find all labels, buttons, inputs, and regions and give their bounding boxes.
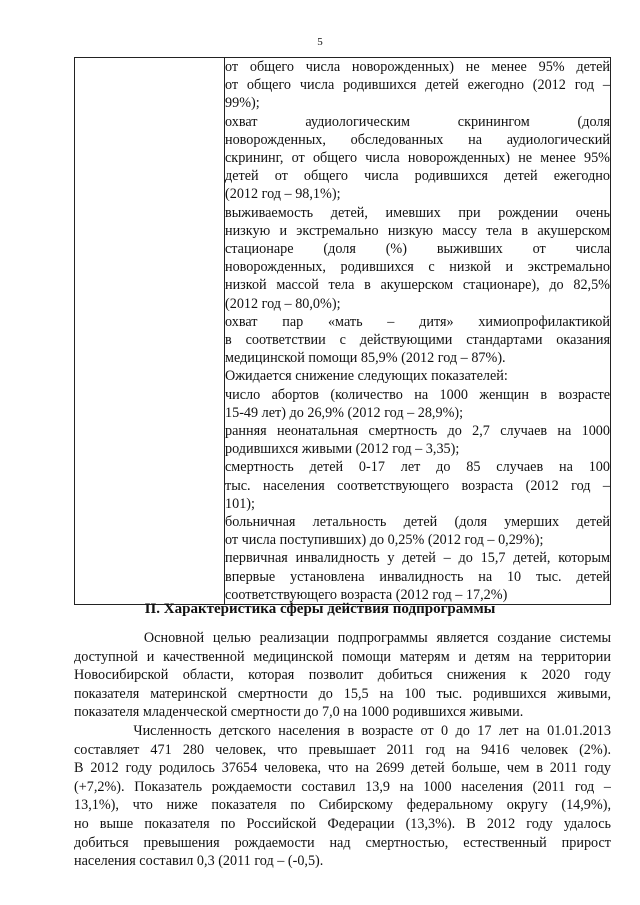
table-text-line: Ожидается снижение следующих показателей: <box>225 368 508 385</box>
table-text-line: (2012 год – 98,1%); <box>225 186 341 203</box>
table-text-line: низкую и экстремально низкую массу тела в акушерском <box>225 222 610 239</box>
body-text-line: 13,1%), что ниже показателя по Сибирскому федеральному округу (14,9%), <box>74 797 611 814</box>
table-row <box>75 58 611 605</box>
table-text-line: больничная летальность детей (доля умерших детей <box>225 514 610 531</box>
body-text-line: добиться превышения рождаемости над смертностью, естественный прирост <box>74 834 611 851</box>
table-text-line: 99%); <box>225 95 260 112</box>
table-text-line: от общего числа родившихся детей ежегодно (2012 год – <box>225 77 610 94</box>
table-cell-indicators <box>225 58 611 605</box>
table-text-line: число абортов (количество на 1000 женщин в возрасте <box>225 386 610 403</box>
table-text-line: от числа поступивших) до 0,25% (2012 год – 0,29%); <box>225 532 544 549</box>
section-heading: II. Характеристика сферы действия подпрограммы <box>144 601 496 617</box>
table-text-line: в соответствии с действующими стандартами оказания <box>225 332 610 349</box>
table-text-line: охват пар «мать – дитя» химиопрофилактикой <box>225 313 610 330</box>
table-text-line: детей от общего числа родившихся детей ежегодно <box>225 168 610 185</box>
body-text-line: (+7,2%). Показатель рождаемости составил 13,9 на 1000 населения (2011 год – <box>74 778 611 795</box>
table-text-line: впервые установлена инвалидность на 10 тыс. детей <box>225 568 610 585</box>
table-text-line: 101); <box>225 495 255 512</box>
table-text-line: медицинской помощи 85,9% (2012 год – 87%). <box>225 350 506 367</box>
body-text-line: В 2012 году родилось 37654 человека, что на 2699 детей больше, чем в 2011 году <box>74 760 611 777</box>
body-text-line: показателя материнской смертности до 15,5 на 100 тыс. родившихся живыми, <box>74 685 611 702</box>
table-text-line: первичная инвалидность у детей – до 15,7 детей, которым <box>225 550 610 567</box>
table-text-line: смертность детей 0-17 лет до 85 случаев на 100 <box>225 459 610 476</box>
page-number: 5 <box>317 36 323 48</box>
body-text-line: Новосибирской области, которая позволит добиться снижения к 2020 году <box>74 667 611 684</box>
table-text-line: ранняя неонатальная смертность до 2,7 случаев на 1000 <box>225 423 610 440</box>
table-text-line: низкой массой тела в акушерском стационаре), до 82,5% <box>225 277 610 294</box>
table-text-line: 15-49 лет) до 26,9% (2012 год – 28,9%); <box>225 404 464 421</box>
body-text-line: но выше показателя по Российской Федерации (13,3%). В 2012 году удалось <box>74 815 611 832</box>
table-text-line: выживаемость детей, имевших при рождении очень <box>225 204 610 221</box>
table-text-line: новорожденных, родившихся с низкой и экстремально <box>225 259 610 276</box>
table-text-line: от общего числа новорожденных) не менее 95% детей <box>225 59 610 75</box>
table-text-line: родившихся живыми (2012 год – 3,35); <box>225 441 460 458</box>
table-text-line: охват аудиологическим скринингом (доля <box>225 113 610 130</box>
body-text-line: Численность детского населения в возрасте от 0 до 17 лет на 01.01.2013 <box>74 722 611 739</box>
table-text-line: (2012 год – 80,0%); <box>225 295 341 312</box>
body-text-line: населения составил 0,3 (2011 год – (-0,5). <box>74 853 324 870</box>
continuation-table <box>74 57 611 605</box>
section-body-text <box>74 629 611 871</box>
table-text-line: новорожденных, обследованных на аудиологический <box>225 131 610 148</box>
table-cell-left-empty <box>75 58 225 605</box>
table-text-line: соответствующего возраста (2012 год – 17,2%) <box>225 586 508 603</box>
table-text-line: скрининг, от общего числа новорожденных) не менее 95% <box>225 150 610 167</box>
table-text-line: стационаре (доля (%) выживших от числа <box>225 241 610 258</box>
body-text-line: составляет 471 280 человек, что превышает 2011 год на 9416 человек (2%). <box>74 741 611 758</box>
body-text-line: доступной и качественной медицинской помощи матерям и детям на территории <box>74 648 611 665</box>
table-text-line: тыс. населения соответствующего возраста (2012 год – <box>225 477 610 494</box>
body-text-line: показателя младенческой смертности до 7,0 на 1000 родившихся живыми. <box>74 704 524 721</box>
body-text-line: Основной целью реализации подпрограммы является создание системы <box>74 630 611 646</box>
